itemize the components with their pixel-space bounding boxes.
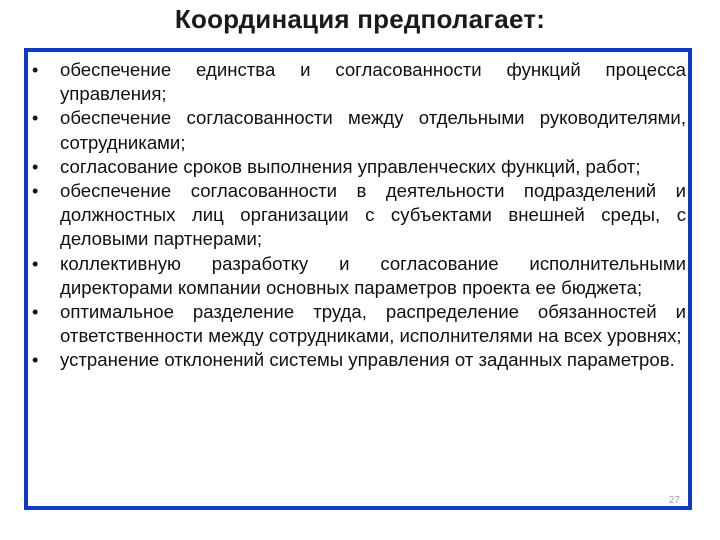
list-item-text: оптимальное разделение труда, распределение обязанностей и ответственности между сотрудниками, исполнителями на всех уровнях; (60, 301, 686, 347)
list-item (28, 179, 688, 252)
content-frame (24, 48, 692, 510)
bullet-marker: • (32, 350, 39, 371)
list-item-text: обеспечение согласованности в деятельности подразделений и должностных лиц организации с субъектами внешней среды, с деловыми партнерами; (60, 180, 686, 250)
list-item-text: обеспечение единства и согласованности функций процесса управления; (60, 59, 686, 105)
list-item-text: согласование сроков выполнения управленческих функций, работ; (60, 155, 641, 177)
bullet-marker: • (32, 181, 39, 202)
bullet-marker: • (32, 253, 39, 274)
bullet-list (28, 52, 688, 373)
list-item-text: обеспечение согласованности между отдельными руководителями, сотрудниками; (60, 107, 686, 153)
bullet-marker: • (32, 108, 39, 129)
list-item (28, 252, 688, 300)
bullet-marker: • (32, 60, 39, 80)
list-item (28, 106, 688, 154)
list-item-text: устранение отклонений системы управления от заданных параметров. (60, 349, 675, 371)
slide-title: Координация предполагает: (174, 4, 546, 34)
list-item (28, 348, 688, 372)
slide-number: 27 (668, 495, 680, 506)
bullet-marker: • (32, 302, 39, 323)
list-item-text: коллективную разработку и согласование исполнительными директорами компании основных параметров проекта ее бюджета; (60, 252, 686, 298)
list-item (28, 155, 688, 179)
list-item (28, 300, 688, 348)
list-item (28, 58, 688, 106)
bullet-marker: • (32, 156, 39, 177)
